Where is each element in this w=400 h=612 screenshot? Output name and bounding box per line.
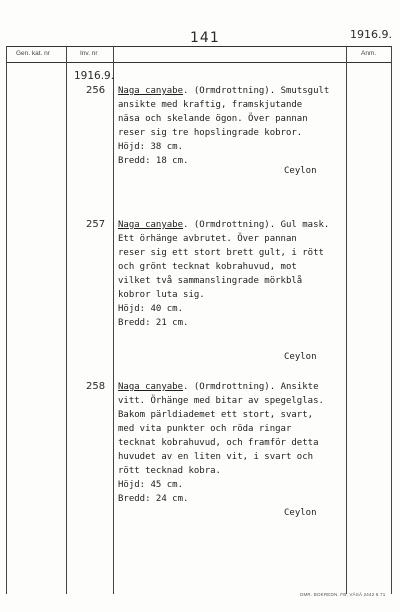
entry-256-title: Naga canyabe [118,86,184,96]
column-divider-4 [346,46,347,594]
page-year: 1916.9. [350,28,392,41]
entry-year: 1916.9. [74,70,115,82]
inv-number-256: 256 [86,85,106,96]
print-code: DMR. BOKREDN. FB, VÄSÄ 2442 8 71 [300,592,386,597]
header-gen-kat-nr: Gen. kat. nr [16,50,50,57]
column-divider-3 [113,46,114,594]
entry-257-title: Naga canyabe [118,220,184,230]
column-divider-5 [391,46,392,594]
entry-256-origin: Ceylon [284,166,317,176]
column-divider-1 [6,46,7,594]
inv-number-258: 258 [86,381,106,392]
entry-257-text: Naga canyabe. (Ormdrottning). Gul mask. Ett örhänge avbrutet. Över pannan reser sig ett stort brett gult, i rött och grönt tecknat kobrahuvud, mot vilket två sammanslingrade mörkblå kobror luta sig. Höjd: 40 cm. Bredd: 21 cm. [118,220,330,328]
header-top-rule [6,46,392,47]
entry-256-text: Naga canyabe. (Ormdrottning). Smutsgult ansikte med kraftig, framskjutande näsa och skelande ögon. Över pannan reser sig tre hopslingrade kobror. Höjd: 38 cm. Bredd: 18 cm. [118,86,330,166]
header-inv-nr: Inv. nr [80,50,98,57]
inv-number-257: 257 [86,219,106,230]
header-anm: Anm. [361,50,377,57]
entry-257-origin: Ceylon [284,352,317,362]
header-bottom-rule [6,62,392,63]
entry-258-origin: Ceylon [284,508,317,518]
page-number: 141 [190,30,220,46]
column-divider-2 [66,46,67,594]
entry-258-text: Naga canyabe. (Ormdrottning). Ansikte vitt. Örhänge med bitar av spegelglas. Bakom pärldiademet ett stort, svart, med vita punkter och röda ringar tecknat kobrahuvud, och framför detta huvudet av en liten vit, i svart och rött tecknad kobra. Höjd: 45 cm. Bredd: 24 cm. [118,382,324,504]
entry-258-title: Naga canyabe [118,382,184,392]
